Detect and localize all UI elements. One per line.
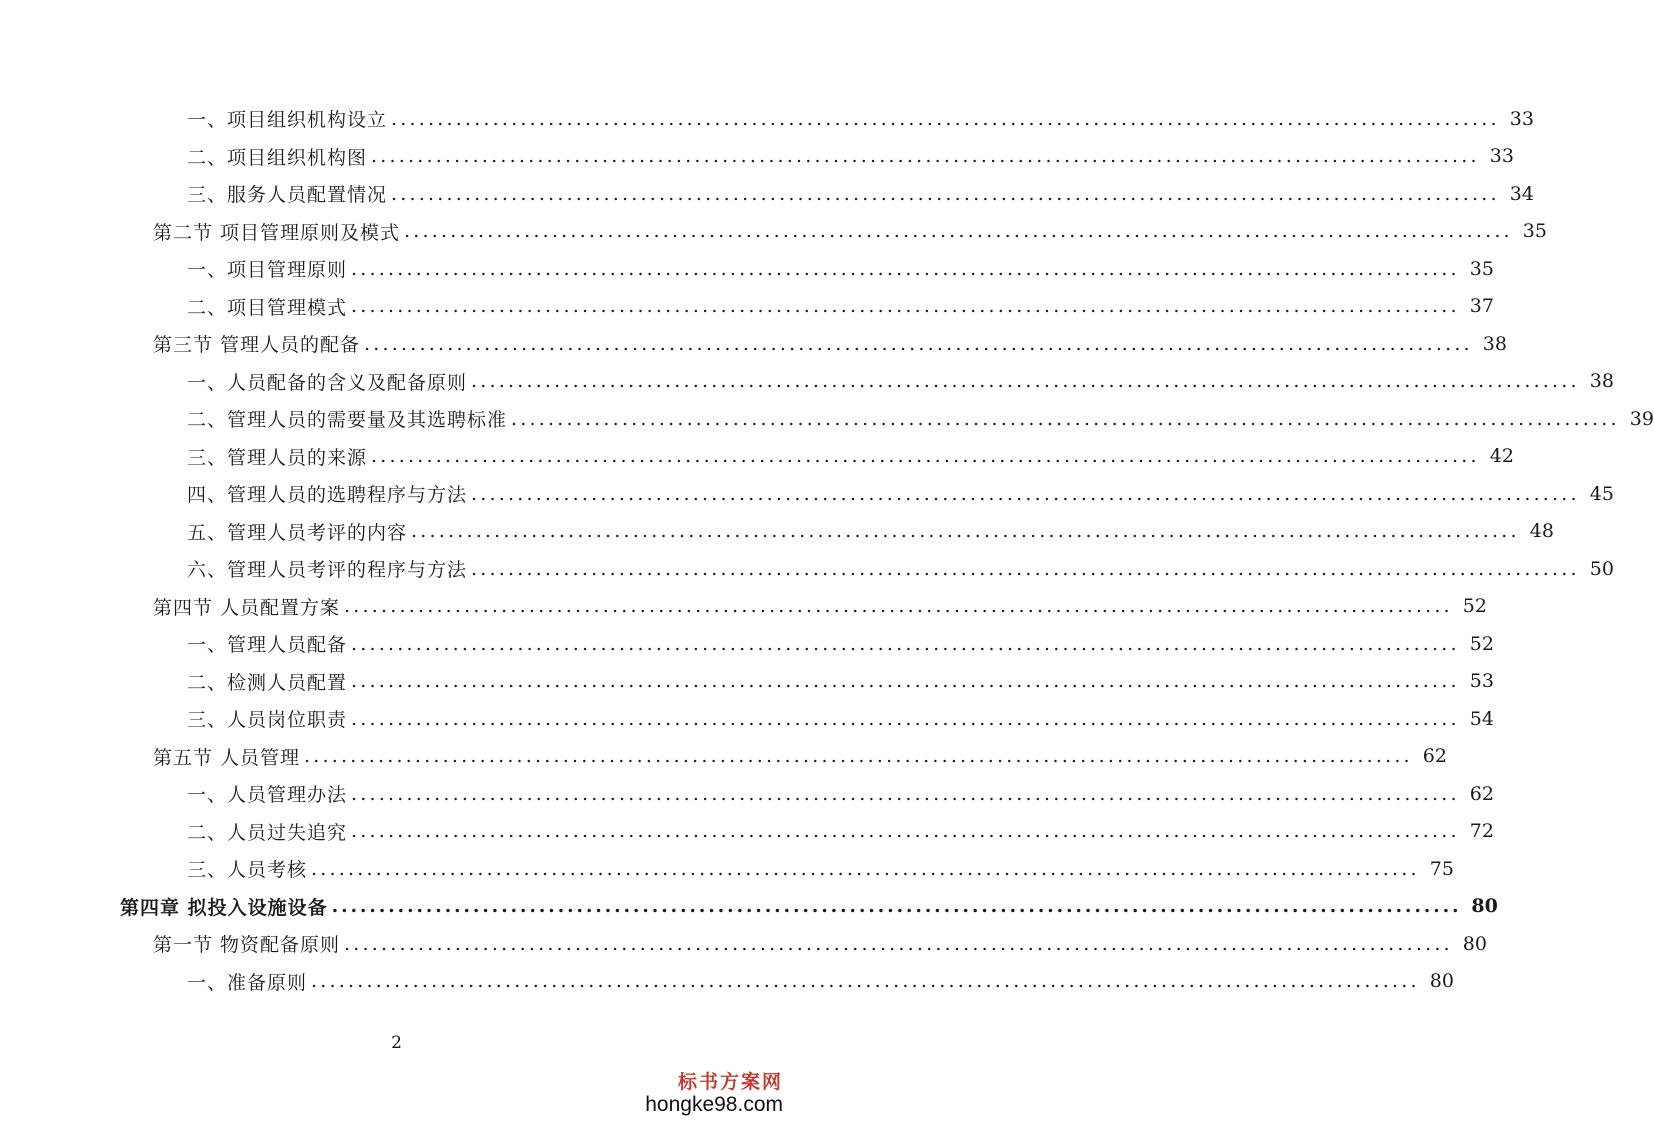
toc-leader-dots: ........................................................................................................................ xyxy=(311,970,1420,993)
toc-leader-dots: ........................................................................................................................ xyxy=(311,857,1420,880)
toc-entry-title: 第四节 人员配置方案 xyxy=(153,596,341,619)
toc-leader-dots: ........................................................................................................................ xyxy=(351,257,1460,280)
toc-entry xyxy=(0,925,1487,963)
toc-leader-dots: ........................................................................................................................ xyxy=(351,295,1460,318)
toc-entry xyxy=(0,588,1487,626)
toc-entry-title: 第四章 拟投入设施设备 xyxy=(120,896,328,919)
toc-leader-dots: ........................................................................................................................ xyxy=(471,482,1580,505)
toc-entry-page: 80 xyxy=(1462,932,1487,955)
toc-entry-title: 四、管理人员的选聘程序与方法 xyxy=(187,484,468,507)
table-of-contents xyxy=(0,100,1654,1000)
toc-entry-page: 35 xyxy=(1522,220,1547,243)
toc-entry-page: 80 xyxy=(1471,895,1498,918)
watermark-cn: 标书方案网 xyxy=(677,1071,783,1094)
toc-leader-dots: ........................................................................................................................ xyxy=(371,145,1480,168)
toc-entry-title: 一、人员配备的含义及配备原则 xyxy=(187,371,468,394)
toc-entry-title: 三、人员岗位职责 xyxy=(187,709,348,732)
watermark-en: hongke98.com xyxy=(645,1092,783,1116)
toc-leader-dots: ........................................................................................................................ xyxy=(411,520,1520,543)
toc-entry xyxy=(0,850,1454,888)
toc-entry-page: 37 xyxy=(1469,295,1494,318)
toc-entry-page: 52 xyxy=(1462,595,1487,618)
page-number: 2 xyxy=(391,1033,402,1053)
toc-entry xyxy=(0,813,1494,851)
toc-entry xyxy=(0,400,1654,438)
toc-leader-dots: ........................................................................................................................ xyxy=(391,107,1500,130)
toc-leader-dots: ........................................................................................................................ xyxy=(344,595,1453,618)
toc-entry xyxy=(0,888,1498,926)
toc-leader-dots: ........................................................................................................................ xyxy=(351,782,1460,805)
toc-leader-dots: ........................................................................................................................ xyxy=(344,932,1453,955)
toc-entry-title: 一、管理人员配备 xyxy=(187,634,348,657)
toc-leader-dots: ........................................................................................................................ xyxy=(371,445,1480,468)
toc-entry xyxy=(0,100,1534,138)
toc-entry-title: 一、项目管理原则 xyxy=(187,259,348,282)
toc-leader-dots: ........................................................................................................................ xyxy=(471,370,1580,393)
toc-entry-page: 52 xyxy=(1469,632,1494,655)
toc-entry xyxy=(0,288,1494,326)
toc-entry-page: 38 xyxy=(1482,332,1507,355)
toc-leader-dots: ........................................................................................................................ xyxy=(351,670,1460,693)
toc-entry-page: 33 xyxy=(1489,145,1514,168)
toc-entry xyxy=(0,738,1447,776)
toc-entry xyxy=(0,250,1494,288)
toc-leader-dots: ........................................................................................................................ xyxy=(364,332,1473,355)
toc-entry xyxy=(0,963,1454,1001)
toc-entry-page: 62 xyxy=(1422,745,1447,768)
toc-entry-title: 二、项目组织机构图 xyxy=(187,146,368,169)
toc-entry-page: 72 xyxy=(1469,820,1494,843)
toc-entry-page: 54 xyxy=(1469,707,1494,730)
toc-entry-title: 三、服务人员配置情况 xyxy=(187,184,388,207)
toc-leader-dots: ........................................................................................................................ xyxy=(511,407,1620,430)
toc-entry xyxy=(0,438,1514,476)
toc-entry xyxy=(0,700,1494,738)
toc-entry-title: 六、管理人员考评的程序与方法 xyxy=(187,559,468,582)
toc-leader-dots: ........................................................................................................................ xyxy=(404,220,1513,243)
toc-leader-dots: ........................................................................................................................ xyxy=(351,707,1460,730)
toc-leader-dots: ........................................................................................................................ xyxy=(471,557,1580,580)
toc-leader-dots: ........................................................................................................................ xyxy=(351,632,1460,655)
toc-entry-title: 第一节 物资配备原则 xyxy=(153,934,341,957)
toc-entry-page: 53 xyxy=(1469,670,1494,693)
toc-entry-page: 42 xyxy=(1489,445,1514,468)
toc-entry-page: 62 xyxy=(1469,782,1494,805)
toc-entry-title: 三、管理人员的来源 xyxy=(187,446,368,469)
toc-entry xyxy=(0,663,1494,701)
toc-entry-title: 二、项目管理模式 xyxy=(187,296,348,319)
toc-entry-page: 33 xyxy=(1509,107,1534,130)
watermark xyxy=(645,1072,783,1116)
toc-entry xyxy=(0,775,1494,813)
toc-entry-page: 50 xyxy=(1589,557,1614,580)
toc-entry-page: 38 xyxy=(1589,370,1614,393)
toc-entry-page: 48 xyxy=(1529,520,1554,543)
toc-entry-title: 第五节 人员管理 xyxy=(153,746,301,769)
toc-entry-page: 75 xyxy=(1429,857,1454,880)
toc-leader-dots: ........................................................................................................................ xyxy=(304,745,1413,768)
toc-entry-title: 二、管理人员的需要量及其选聘标准 xyxy=(187,409,508,432)
toc-entry xyxy=(0,175,1534,213)
toc-entry xyxy=(0,475,1614,513)
toc-entry-title: 二、检测人员配置 xyxy=(187,671,348,694)
toc-leader-dots: ........................................................................................................................ xyxy=(351,820,1460,843)
toc-entry xyxy=(0,138,1514,176)
toc-entry-page: 80 xyxy=(1429,970,1454,993)
toc-entry-page: 34 xyxy=(1509,182,1534,205)
toc-entry xyxy=(0,625,1494,663)
toc-entry-page: 35 xyxy=(1469,257,1494,280)
toc-entry-title: 五、管理人员考评的内容 xyxy=(187,521,408,544)
toc-entry-title: 二、人员过失追究 xyxy=(187,821,348,844)
toc-leader-dots: ........................................................................................................................ xyxy=(391,182,1500,205)
toc-entry xyxy=(0,513,1554,551)
toc-leader-dots: ........................................................................................................................ xyxy=(331,895,1462,918)
toc-entry-page: 45 xyxy=(1589,482,1614,505)
toc-entry-title: 一、项目组织机构设立 xyxy=(187,109,388,132)
toc-entry-title: 一、人员管理办法 xyxy=(187,784,348,807)
toc-entry xyxy=(0,550,1614,588)
toc-entry xyxy=(0,363,1614,401)
toc-entry xyxy=(0,325,1507,363)
toc-entry-title: 第三节 管理人员的配备 xyxy=(153,334,361,357)
toc-entry-page: 39 xyxy=(1629,407,1654,430)
toc-entry-title: 一、准备原则 xyxy=(187,971,308,994)
toc-entry xyxy=(0,213,1547,251)
toc-entry-title: 三、人员考核 xyxy=(187,859,308,882)
toc-entry-title: 第二节 项目管理原则及模式 xyxy=(153,221,401,244)
